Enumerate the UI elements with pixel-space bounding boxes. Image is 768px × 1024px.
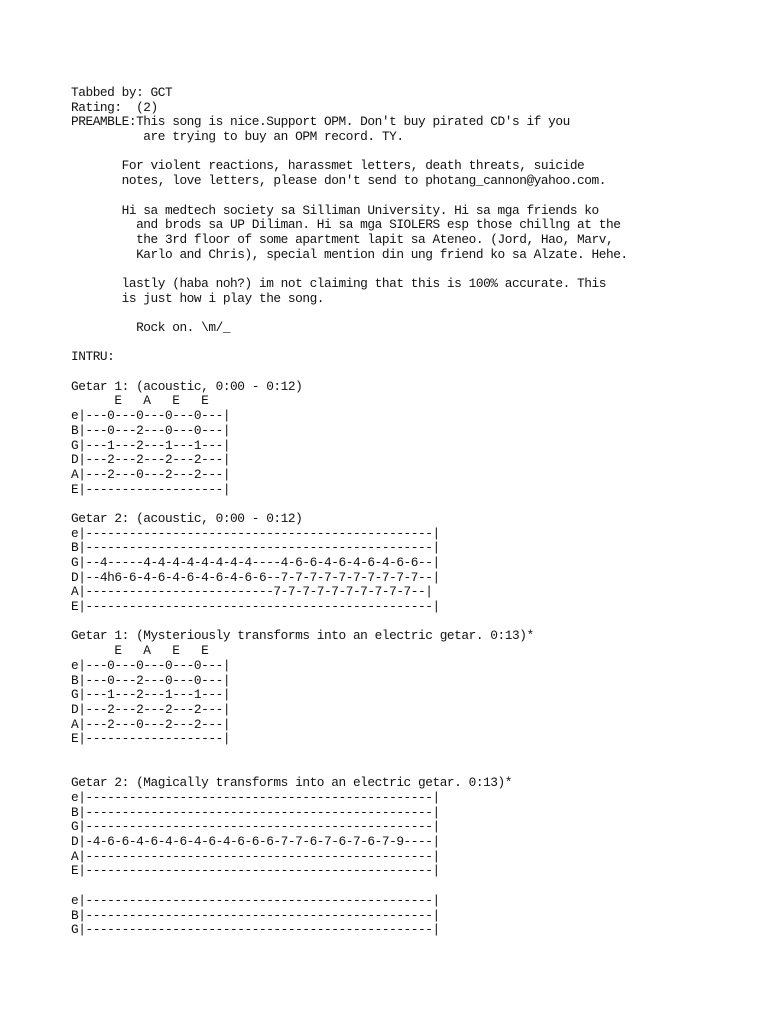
blank-line (71, 145, 761, 160)
tab-string-line: G|------------------------------------------------| (71, 922, 440, 938)
tab-string-line: G|---1---2---1---1---| (71, 437, 231, 453)
greetings-line: Hi sa medtech society sa Silliman University. Hi sa mga friends ko (71, 202, 599, 218)
chord-line: E A E E (71, 643, 209, 659)
preamble-line: are trying to buy an OPM record. TY. (71, 129, 404, 145)
tab-string-line: D|---2---2---2---2---| (71, 452, 231, 468)
rating-line: Rating: (2) (71, 99, 158, 115)
disclaimer-line: lastly (haba noh?) im not claiming that this is 100% accurate. This (71, 275, 606, 291)
tab-string-line: D|--4h6-6-4-6-4-6-4-6-4-6-6--7-7-7-7-7-7-7-7-7-7--| (71, 569, 440, 585)
tab-string-line: G|------------------------------------------------| (71, 819, 440, 835)
part-heading: Getar 2: (acoustic, 0:00 - 0:12) (71, 510, 303, 526)
tabbed-by-line: Tabbed by: GCT (71, 85, 173, 100)
greetings-line: Karlo and Chris), special mention din ung friend ko sa Alzate. Hehe. (71, 246, 628, 262)
preamble-line: PREAMBLE:This song is nice.Support OPM. Don't buy pirated CD's if you (71, 114, 570, 130)
blank-line (71, 306, 761, 321)
chord-line: E A E E (71, 393, 209, 409)
blank-line (71, 336, 761, 351)
tab-string-line: e|---0---0---0---0---| (71, 657, 231, 673)
preamble-line: notes, love letters, please don't send to photang_cannon@yahoo.com. (71, 173, 606, 189)
tab-string-line: B|------------------------------------------------| (71, 907, 440, 923)
tab-string-line: B|---0---2---0---0---| (71, 422, 231, 438)
section-heading: INTRU: (71, 349, 115, 365)
tab-string-line: e|------------------------------------------------| (71, 525, 440, 541)
tab-string-line: G|---1---2---1---1---| (71, 687, 231, 703)
tab-string-line: B|------------------------------------------------| (71, 804, 440, 820)
blank-line (71, 189, 761, 204)
tab-string-line: E|------------------------------------------------| (71, 863, 440, 879)
blank-line (71, 879, 761, 894)
tab-string-line: e|---0---0---0---0---| (71, 408, 231, 424)
blank-line (71, 615, 761, 630)
blank-line (71, 262, 761, 277)
signoff-line: Rock on. \m/_ (71, 320, 231, 335)
tab-string-line: D|-4-6-6-4-6-4-6-4-6-4-6-6-6-7-7-6-7-6-7-6-7-9----| (71, 834, 440, 850)
part-heading: Getar 1: (acoustic, 0:00 - 0:12) (71, 378, 303, 394)
greetings-line: the 3rd floor of some apartment lapit sa Ateneo. (Jord, Hao, Marv, (71, 231, 614, 247)
tab-string-line: D|---2---2---2---2---| (71, 701, 231, 717)
blank-line (71, 365, 761, 380)
tab-string-line: E|-------------------| (71, 481, 231, 497)
tab-string-line: e|------------------------------------------------| (71, 892, 440, 908)
tab-string-line: E|-------------------| (71, 731, 231, 747)
tab-string-line: A|--------------------------7-7-7-7-7-7-7-7-7-7--| (71, 584, 433, 600)
part-heading: Getar 2: (Magically transforms into an electric getar. 0:13)* (71, 775, 512, 791)
part-heading: Getar 1: (Mysteriously transforms into an electric getar. 0:13)* (71, 628, 534, 644)
greetings-line: and brods sa UP Diliman. Hi sa mga SIOLERS esp those chillng at the (71, 217, 621, 233)
tab-string-line: G|--4-----4-4-4-4-4-4-4-4----4-6-6-4-6-4-6-4-6-6--| (71, 555, 440, 570)
tab-string-line: A|------------------------------------------------| (71, 848, 440, 864)
tab-string-line: B|------------------------------------------------| (71, 540, 440, 556)
blank-line (71, 497, 761, 512)
tab-document (71, 86, 761, 938)
tab-string-line: A|---2---0---2---2---| (71, 466, 231, 482)
blank-line (71, 762, 761, 777)
preamble-line: For violent reactions, harassmet letters, death threats, suicide (71, 158, 585, 174)
disclaimer-line: is just how i play the song. (71, 290, 325, 306)
tab-string-line: E|------------------------------------------------| (71, 599, 440, 615)
tab-string-line: B|---0---2---0---0---| (71, 672, 231, 688)
blank-line (71, 747, 761, 762)
tab-string-line: A|---2---0---2---2---| (71, 716, 231, 732)
tab-string-line: e|------------------------------------------------| (71, 790, 440, 805)
